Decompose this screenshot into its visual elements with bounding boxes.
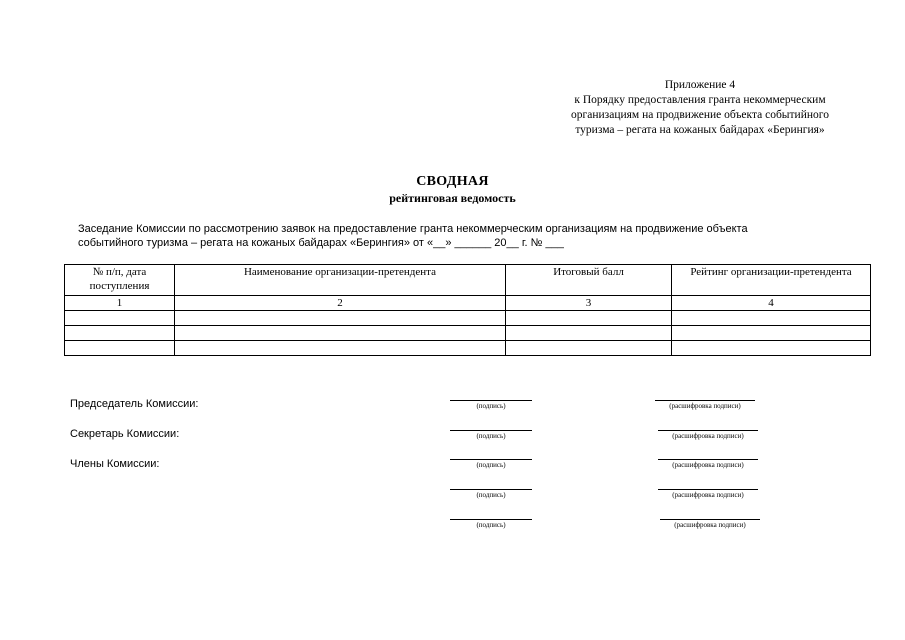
signature-caption: (подпись) [476, 432, 506, 440]
column-number-row [65, 296, 871, 311]
document-subtitle: рейтинговая ведомость [389, 191, 516, 205]
signature-caption: (подпись) [476, 402, 506, 410]
table-row [65, 341, 871, 356]
document-title: СВОДНАЯ [416, 174, 489, 189]
decoding-line[interactable] [658, 430, 758, 431]
header-number-date: № п/п, дата поступления [65, 265, 175, 296]
table-cell[interactable] [506, 311, 672, 326]
table-cell[interactable] [65, 326, 175, 341]
table-header-row [65, 265, 871, 296]
decoding-line[interactable] [658, 459, 758, 460]
decoding-line[interactable] [658, 489, 758, 490]
signature-line[interactable] [450, 519, 532, 520]
signature-line[interactable] [450, 400, 532, 401]
decoding-line[interactable] [655, 400, 755, 401]
table-cell[interactable] [506, 341, 672, 356]
decoding-caption: (расшифровка подписи) [672, 461, 744, 469]
appendix-line: к Порядку предоставления гранта некоммерческим [574, 94, 826, 106]
column-number: 1 [65, 296, 175, 311]
signature-line[interactable] [450, 459, 532, 460]
column-number: 2 [175, 296, 506, 311]
table-cell[interactable] [672, 311, 871, 326]
table-cell[interactable] [175, 326, 506, 341]
decoding-line[interactable] [660, 519, 760, 520]
signature-caption: (подпись) [476, 491, 506, 499]
session-line: событийного туризма – регата на кожаных байдарах «Берингия» от «__» ______ 20__ г. № ___ [78, 237, 564, 249]
column-number: 4 [672, 296, 871, 311]
signature-caption: (подпись) [476, 461, 506, 469]
appendix-line: туризма – регата на кожаных байдарах «Берингия» [575, 124, 825, 136]
appendix-line: организациям на продвижение объекта событийного [571, 109, 829, 121]
header-total-score: Итоговый балл [506, 265, 672, 296]
header-organization-name: Наименование организации-претендента [175, 265, 506, 296]
header-organization-rating: Рейтинг организации-претендента [672, 265, 871, 296]
appendix-header [520, 78, 880, 138]
secretary-label: Секретарь Комиссии: [70, 428, 180, 440]
table-cell[interactable] [65, 341, 175, 356]
decoding-caption: (расшифровка подписи) [672, 491, 744, 499]
table-cell[interactable] [506, 326, 672, 341]
table-cell[interactable] [672, 341, 871, 356]
table-cell[interactable] [175, 311, 506, 326]
signature-line[interactable] [450, 489, 532, 490]
decoding-caption: (расшифровка подписи) [669, 402, 741, 410]
session-line: Заседание Комиссии по рассмотрению заявок на предоставление гранта некоммерческим организациям на продвижение объекта [78, 223, 748, 235]
signature-line[interactable] [450, 430, 532, 431]
decoding-caption: (расшифровка подписи) [674, 521, 746, 529]
table-cell[interactable] [672, 326, 871, 341]
decoding-caption: (расшифровка подписи) [672, 432, 744, 440]
signature-caption: (подпись) [476, 521, 506, 529]
table-cell[interactable] [65, 311, 175, 326]
rating-table [64, 264, 871, 356]
column-number: 3 [506, 296, 672, 311]
session-paragraph [78, 222, 858, 250]
members-label: Члены Комиссии: [70, 458, 160, 470]
table-cell[interactable] [175, 341, 506, 356]
chairman-label: Председатель Комиссии: [70, 398, 199, 410]
table-row [65, 311, 871, 326]
table-row [65, 326, 871, 341]
appendix-line: Приложение 4 [664, 79, 736, 91]
